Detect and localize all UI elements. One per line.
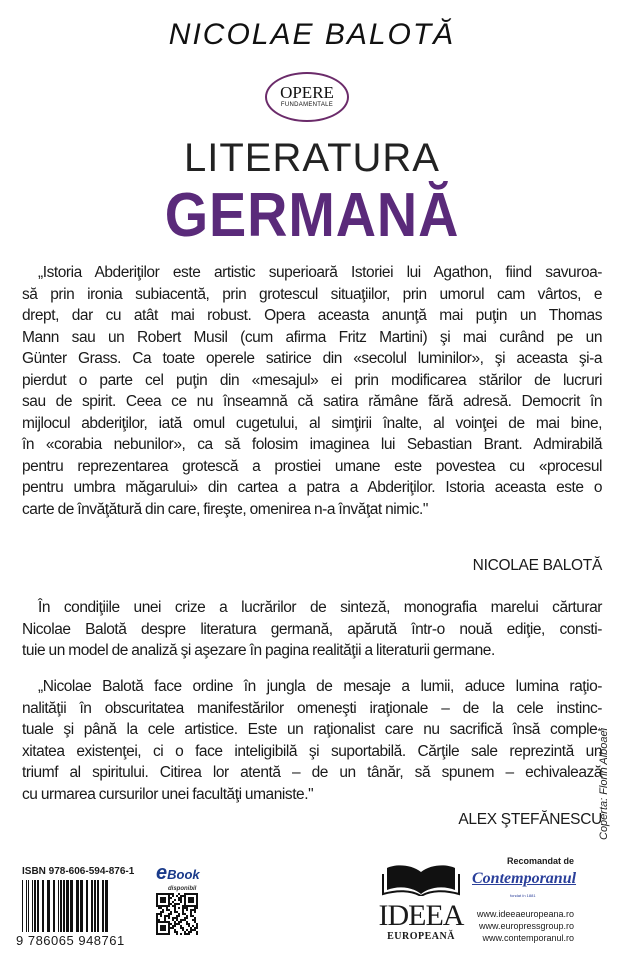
ebook-e: e [156, 862, 168, 884]
text-line: carte de învăţătură din care, fireşte, omenirea n-a învăţat nimic." [22, 500, 428, 518]
text-line: în «corabia nebunilor», ca să folosim imaginea lui Sebastian Brant. Admirabilă [22, 436, 602, 453]
text-line: xitatea existenţei, ci o face inteligibilă şi suportabilă. Cărţile sale reprezintă un [22, 742, 602, 760]
text-line: nalităţii în obscuritatea manifestărilor omeneşti iraţionale – de la cele instinc- [22, 699, 602, 717]
text-line: triumf al spiritului. Citirea lor atentă – de un tânăr, să spunem – echivalează [22, 764, 602, 781]
barcode-bar [102, 880, 104, 932]
text-line: cu urmarea cursurilor unei facultăţi umaniste." [22, 785, 314, 803]
barcode-bar [47, 880, 50, 932]
text-line: pentru umbra măgarului» din cartea a patra a Abderiţilor. Istoria aceasta este o [22, 479, 602, 496]
barcode-icon [22, 880, 110, 932]
text-line: Nicolae Balotă despre literatura germană, apărută într-o nouă ediţie, consti- [22, 620, 602, 638]
recommended-label: Recomandat de [506, 856, 574, 866]
publisher-name-line1: IDEEA [378, 899, 464, 932]
text-line: pentru reprezentarea grotescă a prostiei umane este povestea cu «procesul [22, 457, 602, 475]
qr-code-icon[interactable] [156, 893, 198, 935]
publisher-urls [470, 908, 574, 944]
barcode-bar [60, 880, 62, 932]
barcode-bar [28, 880, 29, 932]
barcode-bar [80, 880, 83, 932]
barcode-number: 9 786065 948761 [16, 933, 125, 948]
open-book-icon [381, 864, 461, 896]
text-line: Günter Grass. Ca toate operele satirice din «secolul luminilor», şi aceasta şi-a [22, 350, 602, 367]
barcode-bar [63, 880, 65, 932]
text-line: pierdut o parte cel puţin din «mesajul» ei prin modificarea stărilor de lucruri [22, 371, 602, 389]
series-logo-subtitle: FUNDAMENTALE [280, 102, 334, 108]
contemporanul-subtitle: fondat în 1881 [510, 893, 536, 898]
quote-stefanescu [22, 676, 602, 805]
url-link[interactable]: www.europressgroup.ro [478, 921, 574, 931]
ebook-logo [156, 862, 200, 893]
text-line: să prin ironia subiacentă, prin grotescul situaţiilor, prin umorul cam vârtos, e [22, 285, 602, 303]
barcode-bar [34, 880, 36, 932]
book-title-line2: GERMANĂ [164, 181, 460, 250]
blurb-paragraph [22, 597, 602, 662]
text-line: mijlocul abderiţilor, iată omul cugetului, al simţirii înalte, al voinţei de mai bine, [22, 414, 602, 432]
cover-credit: Coperta: Florin Alboaei [598, 727, 610, 840]
quote-balota [22, 262, 602, 520]
barcode-bar [86, 880, 88, 932]
series-logo-title: OPERE [280, 83, 334, 102]
author-name: NICOLAE BALOTĂ [168, 18, 456, 51]
url-link[interactable]: www.ideeaeuropeana.ro [476, 909, 574, 919]
book-title-line1: LITERATURA [184, 136, 440, 180]
text-line: sau de spirit. Ceea ce nu înseamnă că satira rămâne fără adresă. Democrit în [22, 393, 602, 410]
barcode-bar [97, 880, 99, 932]
text-line: tuie un model de analiză şi aşezare în pagina realităţii a literaturii germane. [22, 642, 495, 659]
barcode-bar [58, 880, 59, 932]
barcode-bar [94, 880, 96, 932]
text-line: drept, dar cu atât mai robust. Opera aceasta anunţă mai puţin un Thomas [22, 307, 602, 324]
quote-balota-signature: NICOLAE BALOTĂ [472, 557, 602, 574]
barcode-bar [76, 880, 79, 932]
text-line: tuale şi până la cele artistice. Este un raţionalist care nu sacrifică însă comple- [22, 721, 602, 738]
ebook-subtitle: disponibil [168, 886, 197, 892]
publisher-name-line2: EUROPEANĂ [387, 931, 455, 942]
isbn-text: ISBN 978-606-594-876-1 [22, 866, 135, 877]
ebook-book: Book [167, 867, 200, 882]
text-line: „Nicolae Balotă face ordine în jungla de mesaje a lumii, aduce lumina raţio- [38, 678, 602, 695]
barcode-bar [66, 880, 69, 932]
barcode-bar [53, 880, 55, 932]
barcode-bar [91, 880, 93, 932]
barcode-bar [42, 880, 44, 932]
publisher-logo [376, 864, 466, 943]
barcode-bar [70, 880, 73, 932]
barcode-bar [32, 880, 33, 932]
barcode-bar [22, 880, 23, 932]
text-line: „Istoria Abderiţilor este artistic superioară Istoriei lui Agathon, fiind savuroa- [38, 264, 602, 281]
url-link[interactable]: www.contemporanul.ro [482, 933, 574, 943]
quote-stefanescu-signature: ALEX ŞTEFĂNESCU [458, 811, 602, 828]
series-logo [265, 72, 349, 122]
barcode-bar [26, 880, 27, 932]
barcode-bar [105, 880, 108, 932]
barcode-bar [37, 880, 39, 932]
text-line: Mann sau un Robert Musil (cum afirma Fritz Martini) şi mai curând pe un [22, 328, 602, 346]
text-line: În condiţiile unei crize a lucrărilor de sinteză, monografia marelui cărturar [38, 599, 602, 616]
contemporanul-logo: Contemporanul [472, 870, 577, 887]
